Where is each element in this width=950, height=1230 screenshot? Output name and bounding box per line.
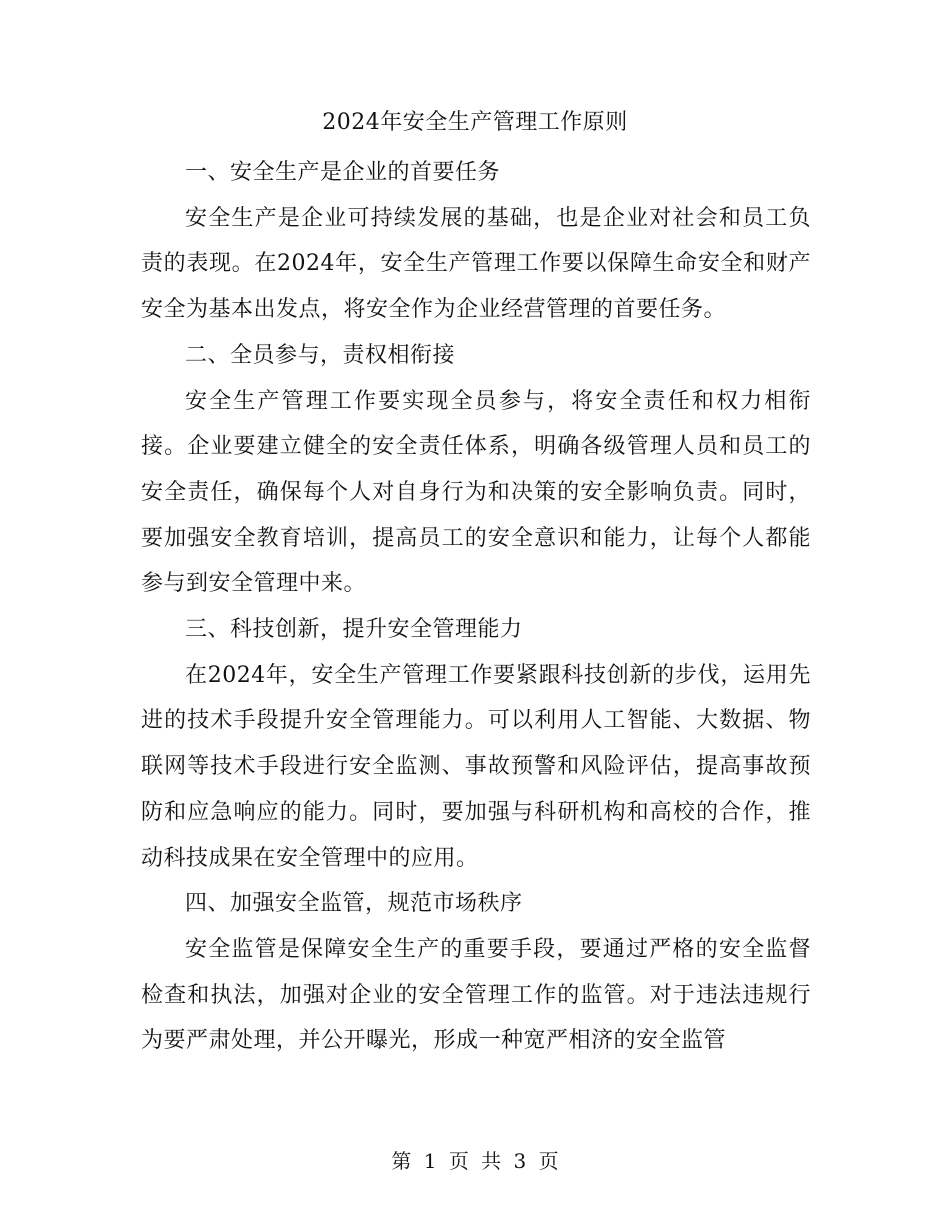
page-footer: 第 1 页 共 3 页 — [391, 1149, 559, 1173]
section-heading-3: 三、科技创新，提升安全管理能力 — [185, 617, 523, 643]
section-paragraph-2: 安全生产管理工作要实现全员参与，将安全责任和权力相衔接。企业要建立健全的安全责任体系，明确各级管理人员和员工的安全责任，确保每个人对自身行为和决策的安全影响负责。同时，要加强安全教育培训，提高员工的安全意识和能力，让每个人都能参与到安全管理中来。 — [141, 388, 811, 597]
section-heading-2: 二、全员参与，责权相衔接 — [185, 342, 456, 368]
document-body — [141, 150, 811, 1064]
section-heading-1: 一、安全生产是企业的首要任务 — [185, 160, 501, 185]
document-title: 2024年安全生产管理工作原则 — [322, 110, 628, 135]
section-paragraph-1: 安全生产是企业可持续发展的基础，也是企业对社会和员工负责的表现。在2024年，安全生产管理工作要以保障生命安全和财产安全为基本出发点，将安全作为企业经营管理的首要任务。 — [141, 205, 811, 323]
section-paragraph-3: 在2024年，安全生产管理工作要紧跟科技创新的步伐，运用先进的技术手段提升安全管理能力。可以利用人工智能、大数据、物联网等技术手段进行安全监测、事故预警和风险评估，提高事故预防和应急响应的能力。同时，要加强与科研机构和高校的合作，推动科技成果在安全管理中的应用。 — [141, 662, 811, 871]
section-heading-4: 四、加强安全监管，规范市场秩序 — [185, 891, 523, 917]
section-paragraph-4: 安全监管是保障安全生产的重要手段，要通过严格的安全监督检查和执法，加强对企业的安全管理工作的监管。对于违法违规行为要严肃处理，并公开曝光，形成一种宽严相济的安全监管 — [141, 936, 811, 1054]
